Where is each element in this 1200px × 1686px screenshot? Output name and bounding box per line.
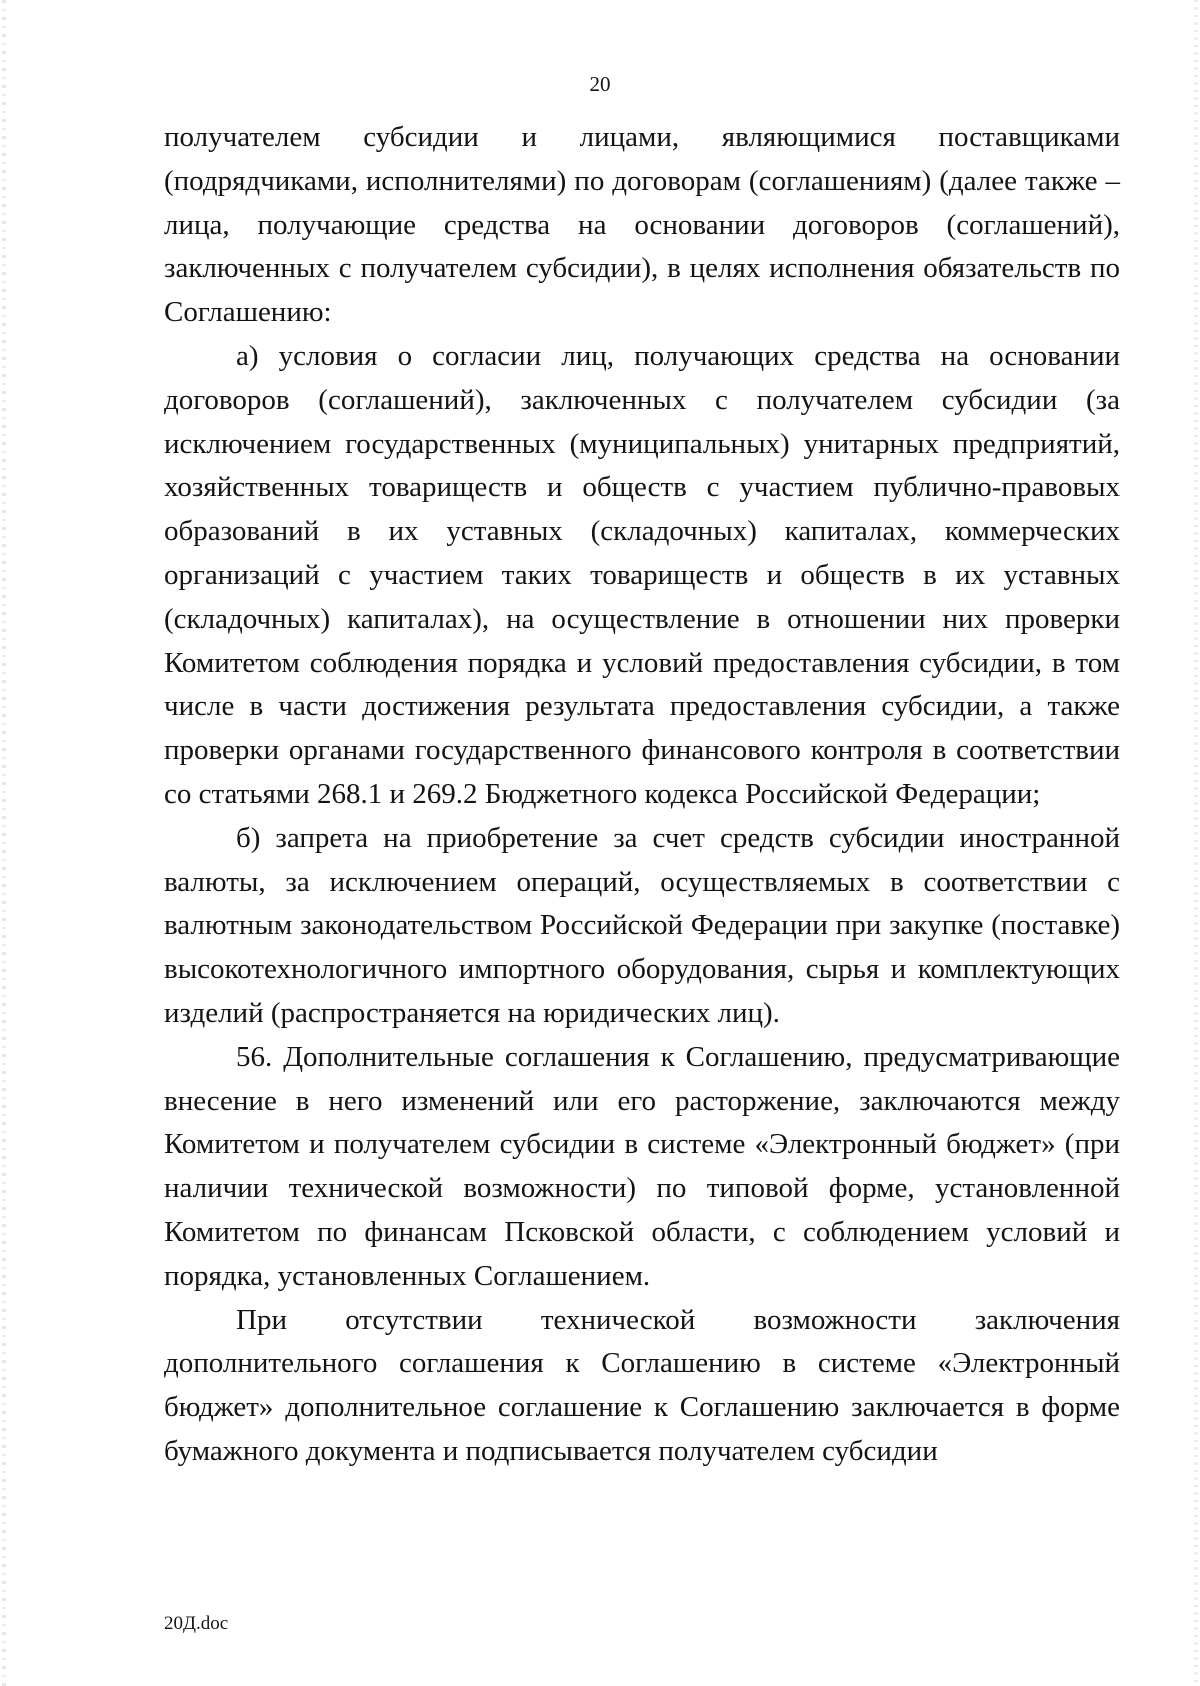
paragraph-paper-agreement: При отсутствии технической возможности заключения дополнительного соглашения к Соглашению в системе «Электронный бюджет» дополнительное соглашение к Соглашению заключается в форме бумажного документа и подписывается получателем субсидии — [164, 1303, 1120, 1467]
paragraph-56: 56. Дополнительные соглашения к Соглашению, предусматривающие внесение в него изменений или его расторжение, заключаются между Комитетом и получателем субсидии в системе «Электронный бюджет» (при наличии технической возможности) по типовой форме, установленной Комитетом по финансам Псковской области, с соблюдением условий и порядка, установленных Соглашением. — [164, 1040, 1120, 1292]
footer-file-name: 20Д.doc — [164, 1613, 229, 1634]
paragraph-item-b: б) запрета на приобретение за счет средств субсидии иностранной валюты, за исключением операций, осуществляемых в соответствии с валютным законодательством Российской Федерации при закупке (поставке) высокотехнологичного импортного оборудования, сырья и комплектующих изделий (распространяется на юридических лиц). — [164, 821, 1120, 1029]
paragraph-item-a: а) условия о согласии лиц, получающих средства на основании договоров (соглашений), заключенных с получателем субсидии (за исключением государственных (муниципальных) унитарных предприятий, хозяйственных товариществ и обществ с участием публично-правовых образований в их уставных (складочных) капиталах, коммерческих организаций с участием таких товариществ и обществ в их уставных (складочных) капиталах), на осуществление в отношении них проверки Комитетом соблюдения порядка и условий предоставления субсидии, в том числе в части достижения результата предоставления субсидии, а также проверки органами государственного финансового контроля в соответствии со статьями 268.1 и 269.2 Бюджетного кодекса Российской Федерации; — [164, 339, 1120, 810]
document-body — [164, 116, 1120, 1474]
paragraph-continuation: получателем субсидии и лицами, являющимися поставщиками (подрядчиками, исполнителями) по договорам (соглашениям) (далее также – лица, получающие средства на основании договоров (соглашений), заключенных с получателем субсидии), в целях исполнения обязательств по Соглашению: — [164, 121, 1120, 329]
page-number: 20 — [589, 72, 611, 96]
scan-edge-right — [1194, 0, 1198, 1686]
scan-edge-left — [2, 0, 6, 1686]
